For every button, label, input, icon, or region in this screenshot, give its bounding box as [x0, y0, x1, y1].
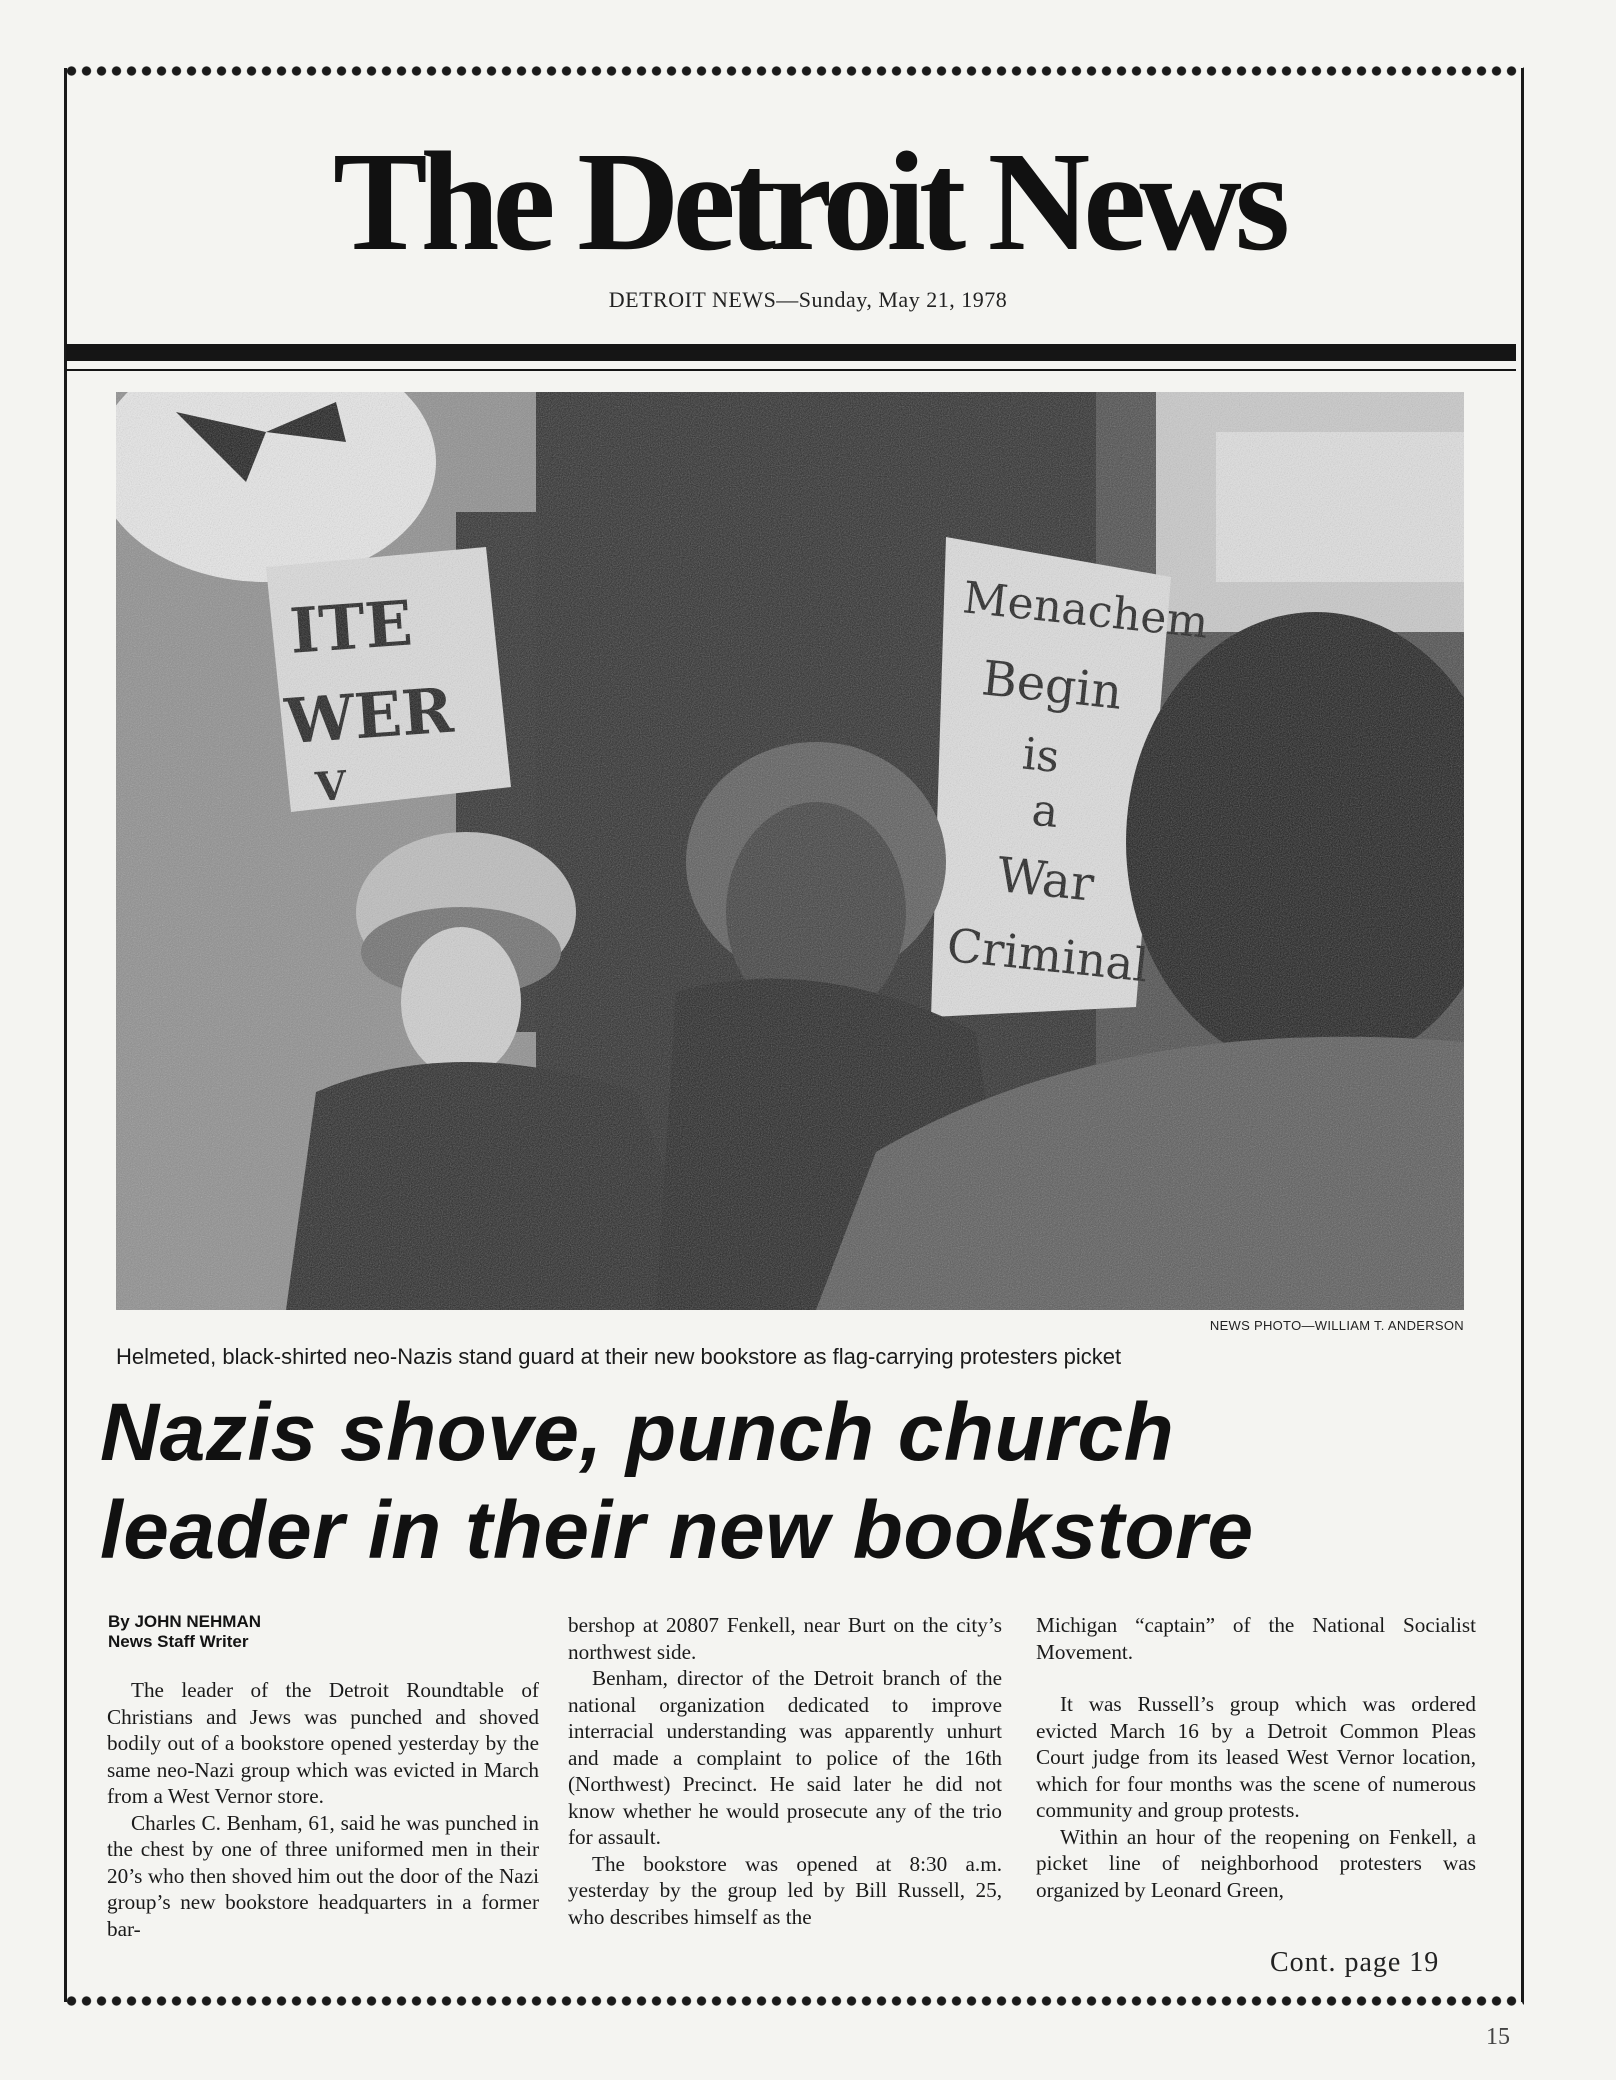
masthead-rule-thin — [66, 369, 1516, 371]
headline — [100, 1384, 1500, 1580]
article-column-3 — [1036, 1612, 1476, 1903]
photo-credit: NEWS PHOTO—WILLIAM T. ANDERSON — [1209, 1318, 1464, 1333]
bottom-dotted-border — [64, 1994, 1524, 2008]
dateline: DETROIT NEWS—Sunday, May 21, 1978 — [608, 287, 1008, 312]
article-paragraph: Michigan “captain” of the National Socialist Movement. — [1036, 1613, 1476, 1664]
byline-name: By JOHN NEHMAN — [108, 1612, 262, 1631]
headline-line-2: leader in their new bookstore — [100, 1485, 1254, 1576]
article-column-2 — [568, 1612, 1002, 1930]
masthead-title: The Detroit News — [332, 122, 1284, 280]
article-paragraph: It was Russell’s group which was ordered evicted March 16 by a Detroit Common Pleas Court judge from its leased West Vernor location, which for four months was the scene of numerous community and group protests. — [1036, 1692, 1476, 1822]
photo-caption: Helmeted, black-shirted neo-Nazis stand guard at their new bookstore as flag-carrying protesters picket — [116, 1344, 1122, 1369]
masthead-rule-thick — [66, 344, 1516, 361]
article-paragraph: bershop at 20807 Fenkell, near Burt on the city’s northwest side. — [568, 1613, 1002, 1664]
article-paragraph: The leader of the Detroit Roundtable of Christians and Jews was punched and shoved bodily out of a bookstore opened yesterday by the same neo-Nazi group which was evicted in March from a West Vernor store. — [107, 1678, 539, 1808]
article-paragraph: Charles C. Benham, 61, said he was punched in the chest by one of three uniformed men in their 20’s who then shoved him out the door of the Nazi group’s new bookstore headquarters in a former bar- — [107, 1810, 539, 1941]
continued-notice: Cont. page 19 — [1270, 1947, 1440, 1978]
byline-role: News Staff Writer — [108, 1632, 249, 1651]
article-paragraph: Within an hour of the reopening on Fenkell, a picket line of neighborhood protesters was organized by Leonard Green, — [1036, 1824, 1476, 1902]
byline — [108, 1612, 261, 1652]
article-paragraph: The bookstore was opened at 8:30 a.m. yesterday by the group led by Bill Russell, 25, who describes himself as the — [568, 1851, 1002, 1929]
article-column-1 — [107, 1677, 539, 1942]
headline-line-1: Nazis shove, punch church — [100, 1387, 1175, 1478]
article-paragraph: Benham, director of the Detroit branch of the national organization dedicated to improve interracial understanding was apparently unhurt and made a complaint to police of the 16th (Northwest) Precinct. He said later he did not know whether he would prosecute any of the trio for assault. — [568, 1666, 1002, 1849]
news-photo — [116, 392, 1464, 1310]
page-number: 15 — [1486, 2024, 1510, 2050]
